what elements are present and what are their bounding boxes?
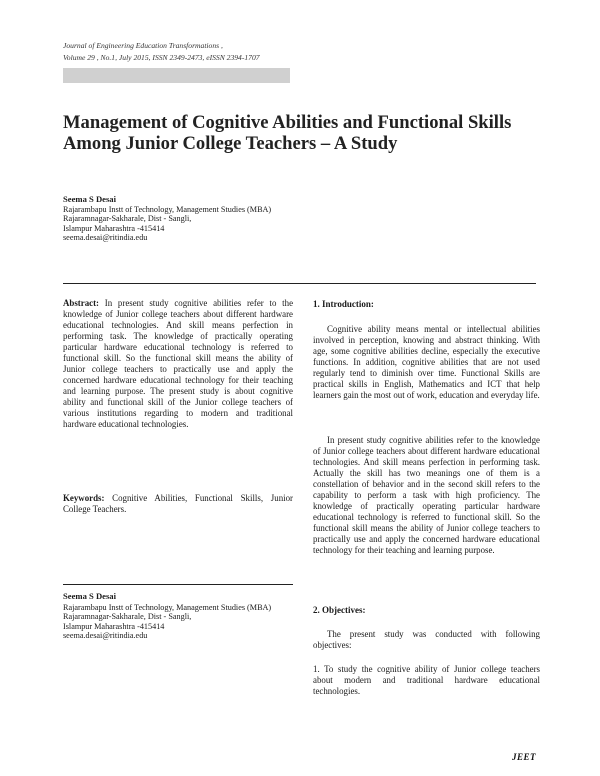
author-affiliation-3: Islampur Maharashtra -415414 [63, 223, 165, 233]
journal-name: Journal of Engineering Education Transformations , [63, 41, 223, 50]
paper-title-line2: Among Junior College Teachers – A Study [63, 133, 398, 154]
intro-paragraph-1: Cognitive ability means mental or intellectual abilities involved in perception, knowing and abstract thinking. With age, some cognitive abilities decline, especially the executive functions. In addition, cognitive abilities that are not used regularly tend to diminish over time. Functional Skills are practical skills in English, Mathematics and ICT that help learners gain the most out of work, education and everyday life. [313, 324, 540, 400]
jeet-logo: JEET [512, 752, 537, 762]
section-divider [63, 283, 536, 284]
author-affiliation-2: Rajaramnagar-Sakharale, Dist - Sangli, [63, 214, 192, 224]
author-block-footnote [63, 592, 271, 641]
footnote-author-name: Seema S Desai [63, 591, 116, 601]
keywords [63, 493, 293, 515]
intro-paragraph-2: In present study cognitive abilities refer to the knowledge of Junior college teachers about different hardware educational technologies. And skill means perfection in performing task. Actually the skill has two meanings one of them is a constellation of behavior and in the second skill refers to the capability to perform a task with high proficiency. The knowledge of practically operating particular hardware educational technology is referred to functional skill. So the functional skill means the ability of Junior college teachers to practically use and apply the concerned hardware educational technology for their teaching and learning purpose. [313, 435, 540, 555]
objectives-paragraph: The present study was conducted with following objectives: [313, 629, 540, 650]
footnote-email: seema.desai@ritindia.edu [63, 631, 148, 641]
header-gray-bar [63, 68, 290, 83]
footnote-divider [63, 584, 293, 585]
author-name: Seema S Desai [63, 194, 116, 204]
author-affiliation-1: Rajarambapu Instt of Technology, Management Studies (MBA) [63, 204, 272, 214]
abstract-text: In present study cognitive abilities refer to the knowledge of Junior college teachers about different hardware educational technologies. And skill means perfection in performing task. The knowledge of practically operating particular hardware educational technology is referred to functional skill. So the functional skill means the ability of Junior college teachers to practically use and apply the concerned hardware educational technology for their teaching and learning purpose. The present study is about cognitive ability and functional skill of the Junior college teachers of various institutions regarding to modern and traditional hardware educational technologies. [63, 298, 294, 429]
keywords-label: Keywords: [63, 493, 105, 503]
keywords-text: Cognitive Abilities, Functional Skills, Junior College Teachers. [63, 493, 293, 514]
paper-title-line1: Management of Cognitive Abilities and Functional Skills [63, 112, 512, 133]
footnote-affiliation-3: Islampur Maharashtra -415414 [63, 621, 165, 631]
journal-volume: Volume 29 , No.1, July 2015, ISSN 2349-2473, eISSN 2394-1707 [63, 53, 260, 62]
objectives-heading: 2. Objectives: [313, 605, 366, 615]
intro-heading: 1. Introduction: [313, 299, 374, 309]
footnote-affiliation-1: Rajarambapu Instt of Technology, Management Studies (MBA) [63, 602, 272, 612]
objectives-item-1: 1. To study the cognitive ability of Junior college teachers about modern and traditional hardware educational technologies. [313, 664, 540, 696]
abstract [63, 298, 293, 430]
footnote-affiliation-2: Rajaramnagar-Sakharale, Dist - Sangli, [63, 612, 192, 622]
abstract-label: Abstract: [63, 298, 99, 308]
author-email: seema.desai@ritindia.edu [63, 233, 148, 243]
journal-header [63, 40, 260, 64]
author-block-top [63, 195, 271, 243]
paper-title [63, 112, 533, 154]
left-column [63, 298, 293, 515]
